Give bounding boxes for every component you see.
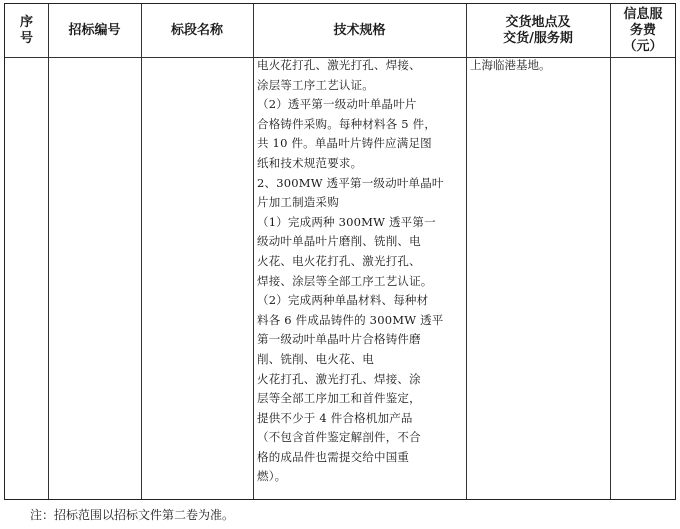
- delivery-cell: 上海临港基地。: [470, 58, 551, 72]
- spec-line: 削、铣削、电火花、电: [257, 351, 374, 366]
- header-tech-spec: 技术规格: [333, 22, 386, 38]
- spec-line: 火花、电火花打孔、激光打孔、: [257, 253, 421, 268]
- header-seq: 序 号: [19, 14, 33, 46]
- spec-line: 纸和技术规范要求。: [257, 155, 363, 170]
- spec-line: 燃）。: [257, 469, 287, 484]
- spec-line: 2、300MW 透平第一级动叶单晶叶: [257, 175, 444, 190]
- column-divider: [610, 4, 611, 499]
- header-service-fee: 信息服 务费 （元）: [623, 6, 663, 54]
- spec-line: 第一级动叶单晶叶片合格铸件磨: [257, 332, 421, 347]
- spec-line: 料各 6 件成品铸件的 300MW 透平: [257, 312, 444, 327]
- spec-line: 共 10 件。单晶叶片铸件应满足图: [257, 136, 432, 151]
- spec-line: （不包含首件鉴定解剖件，不合: [257, 430, 421, 445]
- spec-line: 片加工制造采购: [257, 195, 339, 210]
- column-divider: [48, 4, 49, 499]
- spec-line: 火花打孔、激光打孔、焊接、涂: [257, 371, 421, 386]
- spec-line: 级动叶单晶叶片磨削、铣削、电: [257, 234, 421, 249]
- spec-line: （1）完成两种 300MW 透平第一: [257, 214, 436, 229]
- column-divider: [253, 4, 254, 499]
- spec-line: 合格铸件采购。每种材料各 5 件，: [257, 116, 437, 131]
- spec-line: （2）完成两种单晶材料、每种材: [257, 293, 429, 308]
- header-section-name: 标段名称: [170, 22, 223, 38]
- spec-line: 焊接、涂层等全部工序工艺认证。: [257, 273, 433, 288]
- footnote: 注：招标范围以招标文件第二卷为准。: [30, 508, 235, 522]
- spec-line: 层等全部工序加工和首件鉴定，: [257, 391, 421, 406]
- tech-spec-cell: [257, 56, 465, 487]
- spec-line: 涂层等工序工艺认证。: [257, 77, 374, 92]
- spec-line: 电火花打孔、激光打孔、焊接、: [257, 58, 421, 72]
- spec-line: 格的成品件也需提交给中国重: [257, 449, 410, 464]
- header-delivery: 交货地点及 交货/服务期: [503, 14, 573, 46]
- spec-line: （2）透平第一级动叶单晶叶片: [257, 97, 417, 112]
- column-divider: [466, 4, 467, 499]
- header-bid-number: 招标编号: [68, 22, 121, 38]
- column-divider: [141, 4, 142, 499]
- spec-line: 提供不少于 4 件合格机加产品: [257, 410, 413, 425]
